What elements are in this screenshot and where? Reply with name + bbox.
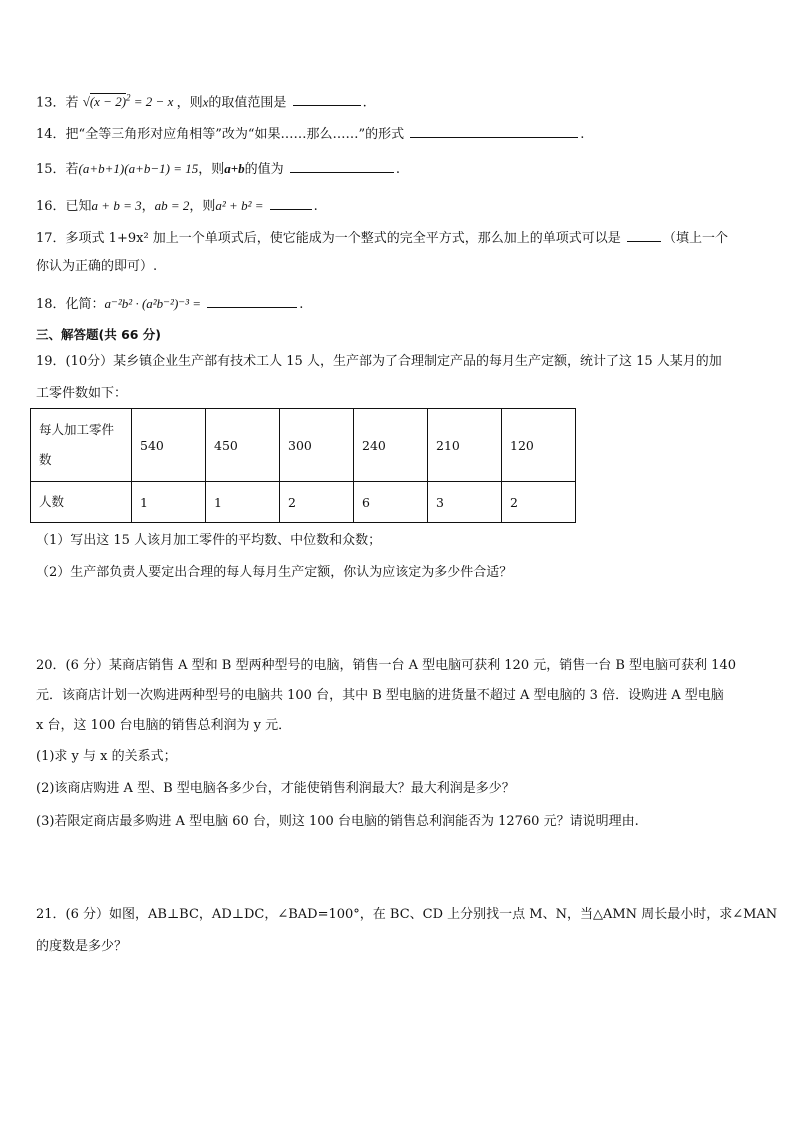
table-cell: 120: [502, 409, 576, 482]
table-cell: 1: [132, 482, 206, 523]
question-15: [36, 159, 400, 180]
question-19-line-2: 工零件数如下：: [36, 386, 128, 401]
question-20-sub-2: (2)该商店购进 A 型、B 型电脑各多少台，才能使销售利润最大？最大利润是多少？: [36, 781, 515, 796]
question-19-sub-1: （1）写出这 15 人该月加工零件的平均数、中位数和众数；: [36, 533, 382, 548]
q14-answer-blank[interactable]: [410, 124, 578, 138]
q17-line1-text: 17．多项式 1+9x² 加上一个单项式后，使它能成为一个整式的完全平方式，那么加上的单项式可以是: [36, 231, 621, 246]
q16-end: .: [313, 199, 318, 214]
q13-answer-blank[interactable]: [293, 92, 361, 106]
table-row: [31, 482, 576, 523]
q13-radicand: (x − 2): [89, 94, 127, 110]
question-18: [36, 294, 303, 315]
q17-answer-blank[interactable]: [627, 228, 661, 242]
q15-end: .: [395, 162, 400, 177]
q15-target: a+b: [224, 161, 245, 176]
q18-answer-blank[interactable]: [207, 294, 297, 308]
section-3-title: 三、解答题(共 66 分): [36, 327, 162, 342]
question-16: [36, 196, 318, 217]
question-19-sub-2: （2）生产部负责人要定出合理的每人每月生产定额，你认为应该定为多少件合适？: [36, 565, 513, 580]
question-21-line-2: 的度数是多少？: [36, 939, 128, 954]
table-cell: 3: [428, 482, 502, 523]
q13-number: 13．若: [36, 95, 79, 111]
question-20-line-1: 20．(6 分）某商店销售 A 型和 B 型两种型号的电脑，销售一台 A 型电脑可获利 120 元，销售一台 B 型电脑可获利 140: [36, 658, 736, 673]
table-cell: 240: [354, 409, 428, 482]
question-20-line-3: x 台，这 100 台电脑的销售总利润为 y 元．: [36, 718, 292, 733]
q16-target: a² + b² =: [215, 198, 264, 213]
q14-text: 14．把“全等三角形对应角相等”改为“如果……那么……”的形式: [36, 127, 405, 142]
q15-answer-blank[interactable]: [290, 159, 394, 173]
q16-expression-1: a + b = 3: [91, 198, 142, 213]
q16-number: 16．已知: [36, 199, 92, 214]
table-cell: 1: [206, 482, 280, 523]
question-20-line-2: 元．该商店计划一次购进两种型号的电脑共 100 台，其中 B 型电脑的进货量不超过 A 型电脑的 3 倍．设购进 A 型电脑: [36, 688, 724, 703]
question-20-sub-3: (3)若限定商店最多购进 A 型电脑 60 台，则这 100 台电脑的销售总利润能否为 12760 元？请说明理由.: [36, 814, 639, 829]
q13-tail-text: 的取值范围是: [208, 95, 287, 111]
q16-answer-blank[interactable]: [270, 196, 312, 210]
question-19-line-1: 19．(10分）某乡镇企业生产部有技术工人 15 人，生产部为了合理制定产品的每月生产定额，统计了这 15 人某月的加: [36, 354, 722, 369]
question-14: [36, 124, 584, 145]
q13-mid-text: ，则: [176, 95, 203, 111]
q16-mid-text: ，则: [189, 199, 216, 214]
q14-end: .: [580, 127, 585, 142]
question-17-line-2: [36, 257, 157, 277]
q18-expression: a⁻²b² · (a²b⁻²)⁻³ =: [104, 296, 202, 311]
q16-separator: ，: [141, 199, 155, 214]
q15-mid-text: ，则: [198, 162, 225, 177]
q13-end: .: [362, 95, 367, 111]
q18-number: 18．化简：: [36, 297, 105, 312]
q13-variable: x: [202, 94, 209, 110]
table-cell: 2: [280, 482, 354, 523]
q13-sqrt-expression: $√(x - 2)^2 = 2 - x$: [82, 93, 174, 110]
table-cell: 540: [132, 409, 206, 482]
q18-end: .: [299, 297, 304, 312]
table-count-label: 人数: [31, 482, 132, 523]
sqrt-sign-icon: √: [82, 94, 90, 110]
q17-line2-text: 你认为正确的即可）.: [36, 259, 158, 274]
table-cell: 6: [354, 482, 428, 523]
table-cell: 300: [280, 409, 354, 482]
table-cell: 210: [428, 409, 502, 482]
table-cell: 2: [502, 482, 576, 523]
table-header-label: 每人加工零件数: [31, 409, 132, 482]
question-21-line-1: 21．(6 分）如图，AB⊥BC，AD⊥DC，∠BAD=100°，在 BC、CD 上分别找一点 M、N，当△AMN 周长最小时，求∠MAN: [36, 907, 778, 922]
question-17-line-1: [36, 228, 728, 249]
q15-number: 15．若: [36, 162, 79, 177]
q15-tail-text: 的值为: [244, 162, 284, 177]
q19-data-table: [30, 408, 576, 523]
question-13: [36, 88, 367, 113]
question-20-sub-1: (1)求 y 与 x 的关系式；: [36, 749, 177, 764]
table-cell: 450: [206, 409, 280, 482]
q15-expression: (a+b+1)(a+b−1) = 15: [78, 161, 199, 176]
q16-expression-2: ab = 2: [154, 198, 190, 213]
q17-line1-end: （填上一个: [662, 231, 728, 246]
table-row: [31, 409, 576, 482]
q13-rhs: = 2 − x: [130, 94, 174, 110]
